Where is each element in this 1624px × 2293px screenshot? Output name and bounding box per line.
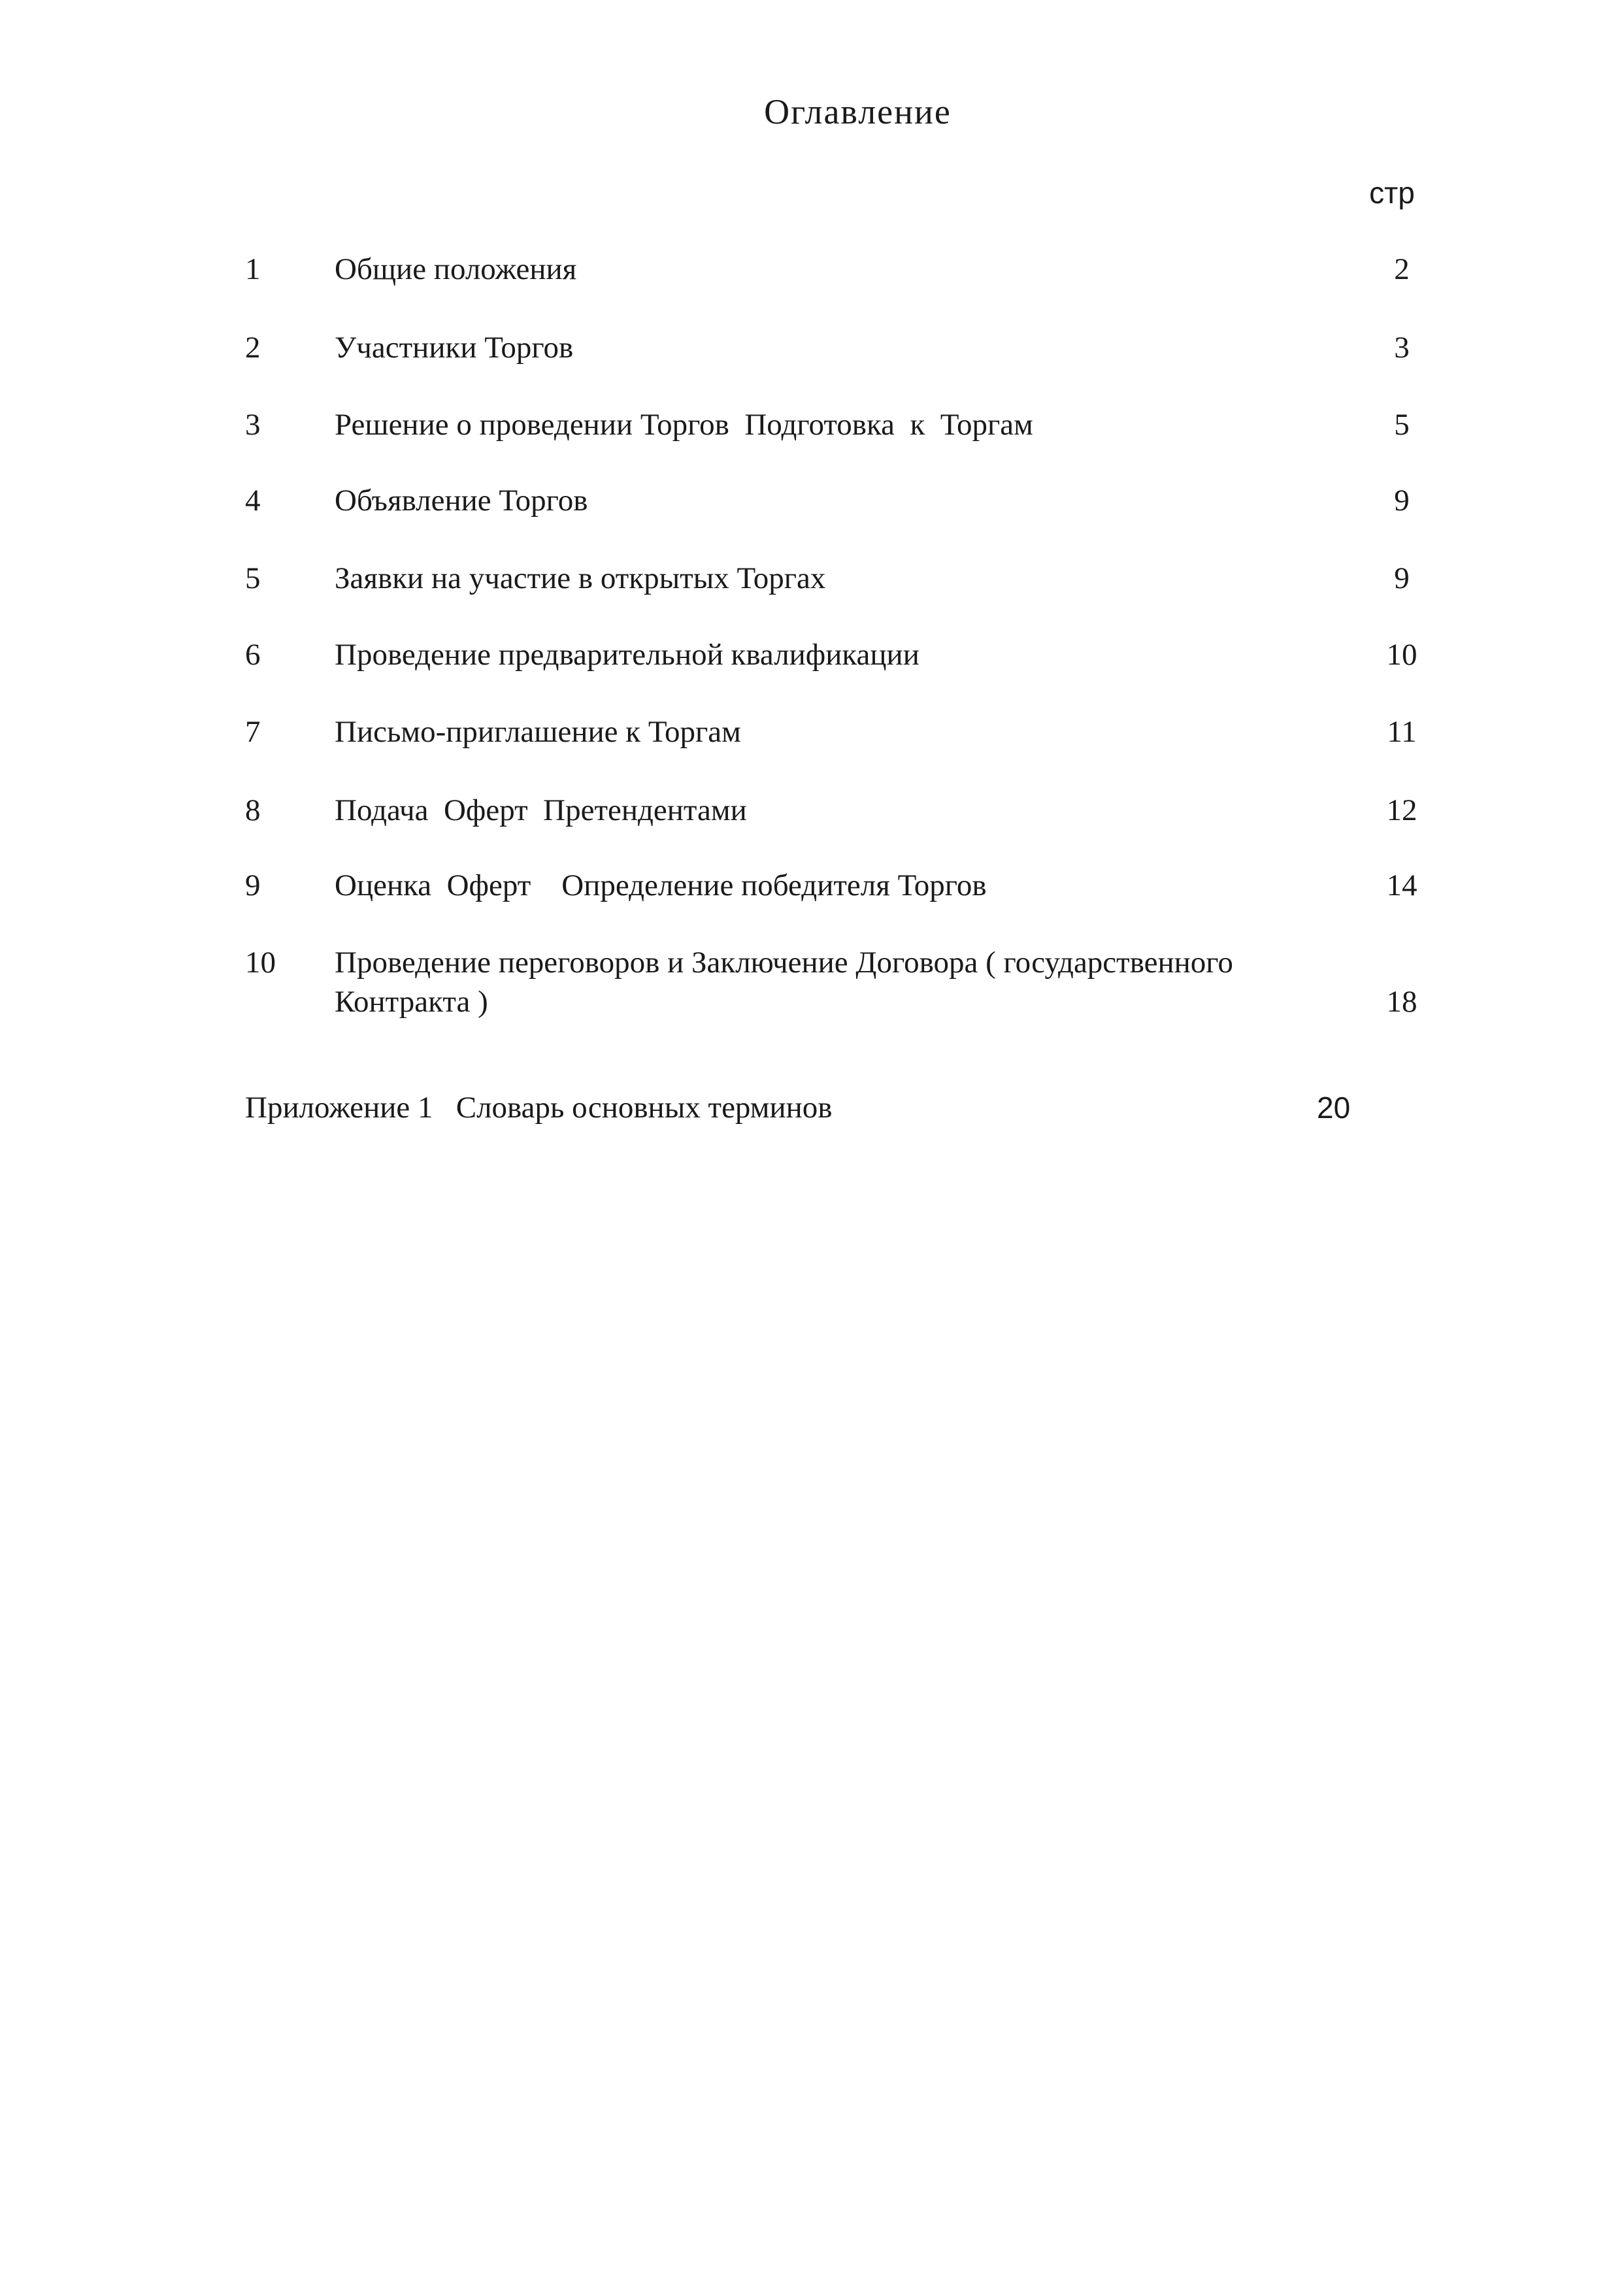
toc-entry-page: 9 — [1394, 484, 1410, 518]
toc-entry-page: 5 — [1394, 408, 1410, 442]
toc-entry-number: 9 — [245, 868, 261, 902]
appendix-page: 20 — [1317, 1091, 1351, 1125]
toc-entry-page: 9 — [1394, 561, 1410, 595]
toc-entry-title: Заявки на участие в открытых Торгах — [335, 561, 826, 595]
toc-entry-number: 10 — [245, 946, 276, 980]
toc-entry-number: 6 — [245, 638, 261, 672]
toc-entry-page: 2 — [1394, 252, 1410, 286]
toc-entry-title: Объявление Торгов — [335, 484, 588, 518]
appendix-label: Приложение 1 Словарь основных терминов — [245, 1091, 833, 1125]
toc-entry-title: Проведение предварительной квалификации — [335, 638, 920, 672]
toc-entry-number: 5 — [245, 561, 261, 595]
toc-entry-page: 3 — [1394, 331, 1410, 365]
toc-entry-title: Подача Оферт Претендентами — [335, 793, 747, 827]
toc-entry-number: 4 — [245, 484, 261, 518]
toc-entry-number: 1 — [245, 252, 261, 286]
toc-entry-title: Общие положения — [335, 252, 577, 286]
toc-entry-page: 18 — [1386, 985, 1417, 1019]
toc-entry-page: 14 — [1386, 868, 1417, 902]
toc-entry-number: 3 — [245, 408, 261, 442]
toc-entry-number: 8 — [245, 793, 261, 827]
toc-entry-number: 7 — [245, 715, 261, 749]
toc-entry-page: 10 — [1386, 638, 1417, 672]
toc-entry-title: Проведение переговоров и Заключение Договора ( государственного Контракта ) — [335, 946, 1233, 1019]
page-column-header: стр — [1369, 176, 1415, 210]
toc-entry-title: Решение о проведении Торгов Подготовка к Торгам — [335, 408, 1033, 442]
toc-entry-title: Оценка Оферт Определение победителя Торгов — [335, 868, 987, 902]
toc-entry-title: Письмо-приглашение к Торгам — [335, 715, 741, 749]
toc-entry-number: 2 — [245, 331, 261, 365]
toc-entry-page: 12 — [1386, 793, 1417, 827]
toc-entry-title: Участники Торгов — [335, 331, 574, 365]
toc-entry-page: 11 — [1387, 715, 1417, 749]
document-title: Оглавление — [764, 92, 952, 131]
